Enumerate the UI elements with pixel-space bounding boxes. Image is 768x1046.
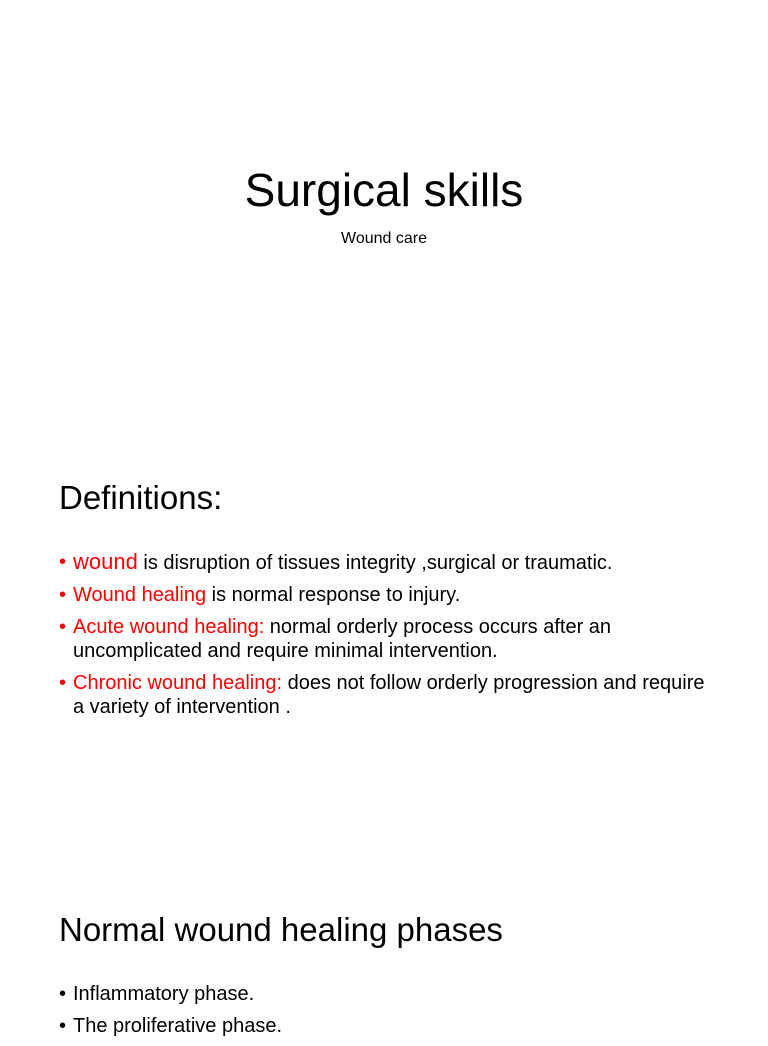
bullet-term: Chronic wound healing: <box>73 672 283 694</box>
bullet-term: Acute wound healing: <box>73 616 265 638</box>
bullet-term: wound <box>73 549 138 574</box>
slide-subtitle: Wound care <box>341 230 427 247</box>
bullet-item <box>59 550 719 575</box>
bullet-item <box>59 982 719 1006</box>
slide-heading: Normal wound healing phases <box>59 911 503 948</box>
bullet-item <box>59 1014 719 1038</box>
definitions-slide <box>0 432 768 864</box>
bullet-term: Wound healing <box>73 584 207 606</box>
bullet-list <box>59 550 719 727</box>
bullet-item <box>59 583 719 607</box>
bullet-dot: • <box>59 672 67 694</box>
bullet-list <box>59 982 719 1046</box>
bullet-item <box>59 671 719 719</box>
bullet-dot: • <box>59 983 67 1005</box>
bullet-text: The proliferative phase. <box>73 1015 283 1037</box>
bullet-text: normal orderly process occurs after an uncomplicated and require minimal intervention. <box>73 616 612 662</box>
slide-title: Surgical skills <box>244 164 524 216</box>
slide-heading: Definitions: <box>59 479 223 516</box>
bullet-text: Inflammatory phase. <box>73 983 255 1005</box>
bullet-dot: • <box>59 551 67 573</box>
bullet-text: is disruption of tissues integrity ,surgical or traumatic. <box>137 552 613 574</box>
title-slide <box>0 0 768 432</box>
phases-slide <box>0 864 768 1037</box>
bullet-item <box>59 615 719 663</box>
bullet-text: is normal response to injury. <box>206 584 461 606</box>
bullet-dot: • <box>59 1015 67 1037</box>
bullet-dot: • <box>59 584 67 606</box>
bullet-dot: • <box>59 616 67 638</box>
bullet-text: does not follow orderly progression and require a variety of intervention . <box>73 672 705 718</box>
